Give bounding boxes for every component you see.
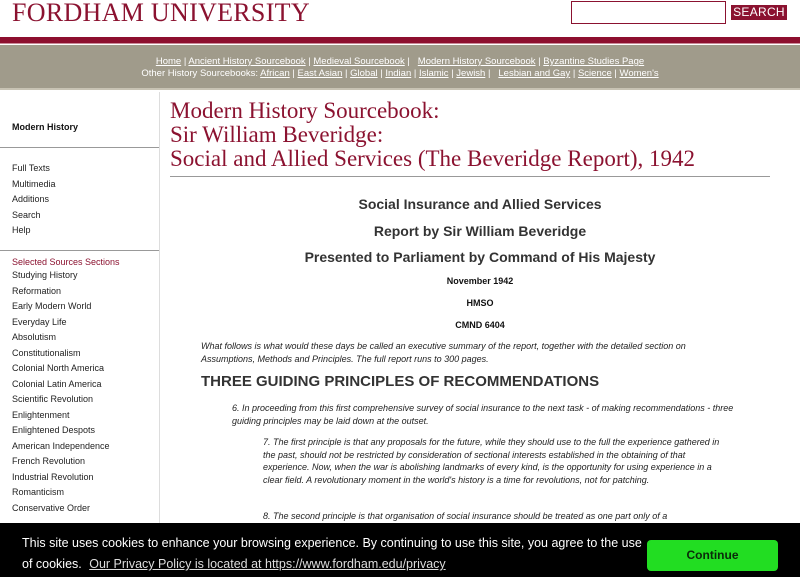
divider bbox=[0, 250, 159, 251]
separator: | bbox=[407, 56, 416, 67]
sidebar-section-item[interactable]: Reformation bbox=[12, 285, 62, 296]
sidebar-title[interactable]: Modern History bbox=[12, 122, 79, 132]
separator: | bbox=[183, 56, 189, 67]
nav-link-science[interactable]: Science bbox=[577, 68, 612, 79]
sourcebook-nav bbox=[0, 45, 800, 90]
separator: | bbox=[345, 68, 351, 79]
title-line: Modern History Sourcebook: bbox=[170, 98, 440, 123]
separator: | bbox=[614, 68, 620, 79]
sidebar-section-item[interactable]: Colonial Latin America bbox=[12, 378, 102, 389]
report-title: Social Insurance and Allied Services bbox=[358, 196, 602, 212]
sidebar-section-item[interactable]: Early Modern World bbox=[12, 301, 92, 311]
divider bbox=[0, 147, 159, 148]
nav-link-womens[interactable]: Women's bbox=[619, 68, 659, 79]
sidebar-section-item[interactable]: Enlightenment bbox=[12, 409, 70, 420]
sidebar-section-item[interactable]: Scientific Revolution bbox=[12, 394, 94, 404]
separator: | bbox=[451, 68, 457, 79]
paragraph-8: 8. The second principle is that organisation of social insurance should be treated as one part only of a bbox=[263, 511, 668, 521]
paragraph-7: 7. The first principle is that any proposals for the future, while they should use to the full the experience gathered in the past, should not be restricted by consideration of sectional interests established in the obtaining of that experience. Now, when the war is abolishing landmarks of every kind, is the opportunity for using experience in a clear field. A revolutionary moment in the world's history is a time for revolutions, not for patching. bbox=[263, 437, 720, 485]
separator: | bbox=[487, 68, 496, 79]
sidebar-section-item[interactable]: Colonial North America bbox=[12, 363, 105, 373]
other-sourcebooks-label: Other History Sourcebooks: bbox=[141, 68, 259, 79]
nav-link-byzantine[interactable]: Byzantine Studies Page bbox=[543, 56, 645, 67]
search-button[interactable]: SEARCH bbox=[731, 5, 787, 20]
intro-text: What follows is what would these days be called an executive summary of the report, together with the detailed section on Assumptions, Methods and Principles. The full report runs to 300 pages. bbox=[201, 341, 686, 364]
sidebar-links bbox=[12, 161, 56, 239]
sidebar-item-help[interactable]: Help bbox=[12, 225, 31, 235]
site-header bbox=[0, 0, 800, 37]
nav-link-islamic[interactable]: Islamic bbox=[418, 68, 449, 79]
section-heading: THREE GUIDING PRINCIPLES OF RECOMMENDATIONS bbox=[201, 373, 600, 390]
report-publisher: HMSO bbox=[466, 298, 494, 308]
nav-link-medieval[interactable]: Medieval Sourcebook bbox=[313, 56, 405, 67]
nav-link-home[interactable]: Home bbox=[155, 56, 182, 67]
nav-row-other bbox=[0, 68, 800, 80]
separator: | bbox=[292, 68, 298, 79]
continue-button[interactable]: Continue bbox=[647, 540, 778, 571]
header-divider bbox=[0, 37, 800, 44]
nav-link-modern[interactable]: Modern History Sourcebook bbox=[417, 56, 536, 67]
nav-row-primary bbox=[0, 56, 800, 68]
sidebar-section-item[interactable]: Everyday Life bbox=[12, 316, 67, 327]
report-presented: Presented to Parliament by Command of His Majesty bbox=[304, 249, 656, 265]
nav-link-east-asian[interactable]: East Asian bbox=[297, 68, 343, 79]
title-line: Sir William Beveridge: bbox=[170, 122, 384, 147]
nav-link-ancient[interactable]: Ancient History Sourcebook bbox=[188, 56, 306, 67]
title-divider bbox=[170, 176, 770, 177]
separator: | bbox=[572, 68, 578, 79]
sidebar-sections bbox=[12, 268, 110, 516]
sidebar-section-item[interactable]: Industrial Revolution bbox=[12, 471, 94, 482]
sidebar-section-item[interactable]: Absolutism bbox=[12, 332, 57, 342]
sidebar-section-item[interactable]: Enlightened Despots bbox=[12, 425, 96, 435]
sidebar-section-item[interactable]: Constitutionalism bbox=[12, 347, 81, 358]
separator: | bbox=[380, 68, 386, 79]
sidebar bbox=[0, 92, 160, 532]
sidebar-item-multimedia[interactable]: Multimedia bbox=[12, 178, 56, 189]
sidebar-section-item[interactable]: American Independence bbox=[12, 440, 110, 451]
selected-sources-label: Selected Sources Sections bbox=[12, 257, 120, 267]
paragraph-6: 6. In proceeding from this first comprehensive survey of social insurance to the next task - of making recommendations - three guiding principles may be laid down at the outset. bbox=[232, 403, 734, 426]
page-title bbox=[170, 99, 800, 171]
nav-link-lgbt[interactable]: Lesbian and Gay bbox=[498, 68, 571, 79]
separator: | bbox=[413, 68, 419, 79]
sidebar-item-full-texts[interactable]: Full Texts bbox=[12, 163, 50, 173]
report-author: Report by Sir William Beveridge bbox=[373, 223, 587, 239]
nav-link-global[interactable]: Global bbox=[350, 68, 378, 79]
report-cmnd: CMND 6404 bbox=[455, 320, 505, 330]
cookie-banner bbox=[0, 523, 800, 577]
separator: | bbox=[308, 56, 314, 67]
sidebar-item-search[interactable]: Search bbox=[12, 209, 41, 220]
nav-link-african[interactable]: African bbox=[260, 68, 290, 79]
privacy-policy-link[interactable]: Our Privacy Policy is located at https://www.fordham.edu/privacy bbox=[89, 557, 446, 571]
sidebar-section-item[interactable]: French Revolution bbox=[12, 456, 86, 466]
fordham-logo[interactable]: FORDHAM UNIVERSITY bbox=[12, 0, 310, 27]
sidebar-section-item[interactable]: Conservative Order bbox=[12, 502, 91, 513]
nav-link-indian[interactable]: Indian bbox=[385, 68, 412, 79]
sidebar-item-additions[interactable]: Additions bbox=[12, 194, 50, 204]
title-line: Social and Allied Services (The Beveridge Report), 1942 bbox=[170, 146, 696, 171]
cookie-message bbox=[22, 533, 652, 575]
nav-link-jewish[interactable]: Jewish bbox=[456, 68, 486, 79]
search-input[interactable] bbox=[571, 1, 726, 24]
main-content bbox=[170, 92, 800, 521]
sidebar-section-item[interactable]: Romanticism bbox=[12, 487, 65, 497]
report-date: November 1942 bbox=[446, 276, 514, 286]
sidebar-section-item[interactable]: Studying History bbox=[12, 270, 78, 280]
cookie-text: This site uses cookies to enhance your browsing experience. By continuing to use this site, you agree to the use of cookies. bbox=[22, 536, 642, 571]
separator: | bbox=[538, 56, 544, 67]
